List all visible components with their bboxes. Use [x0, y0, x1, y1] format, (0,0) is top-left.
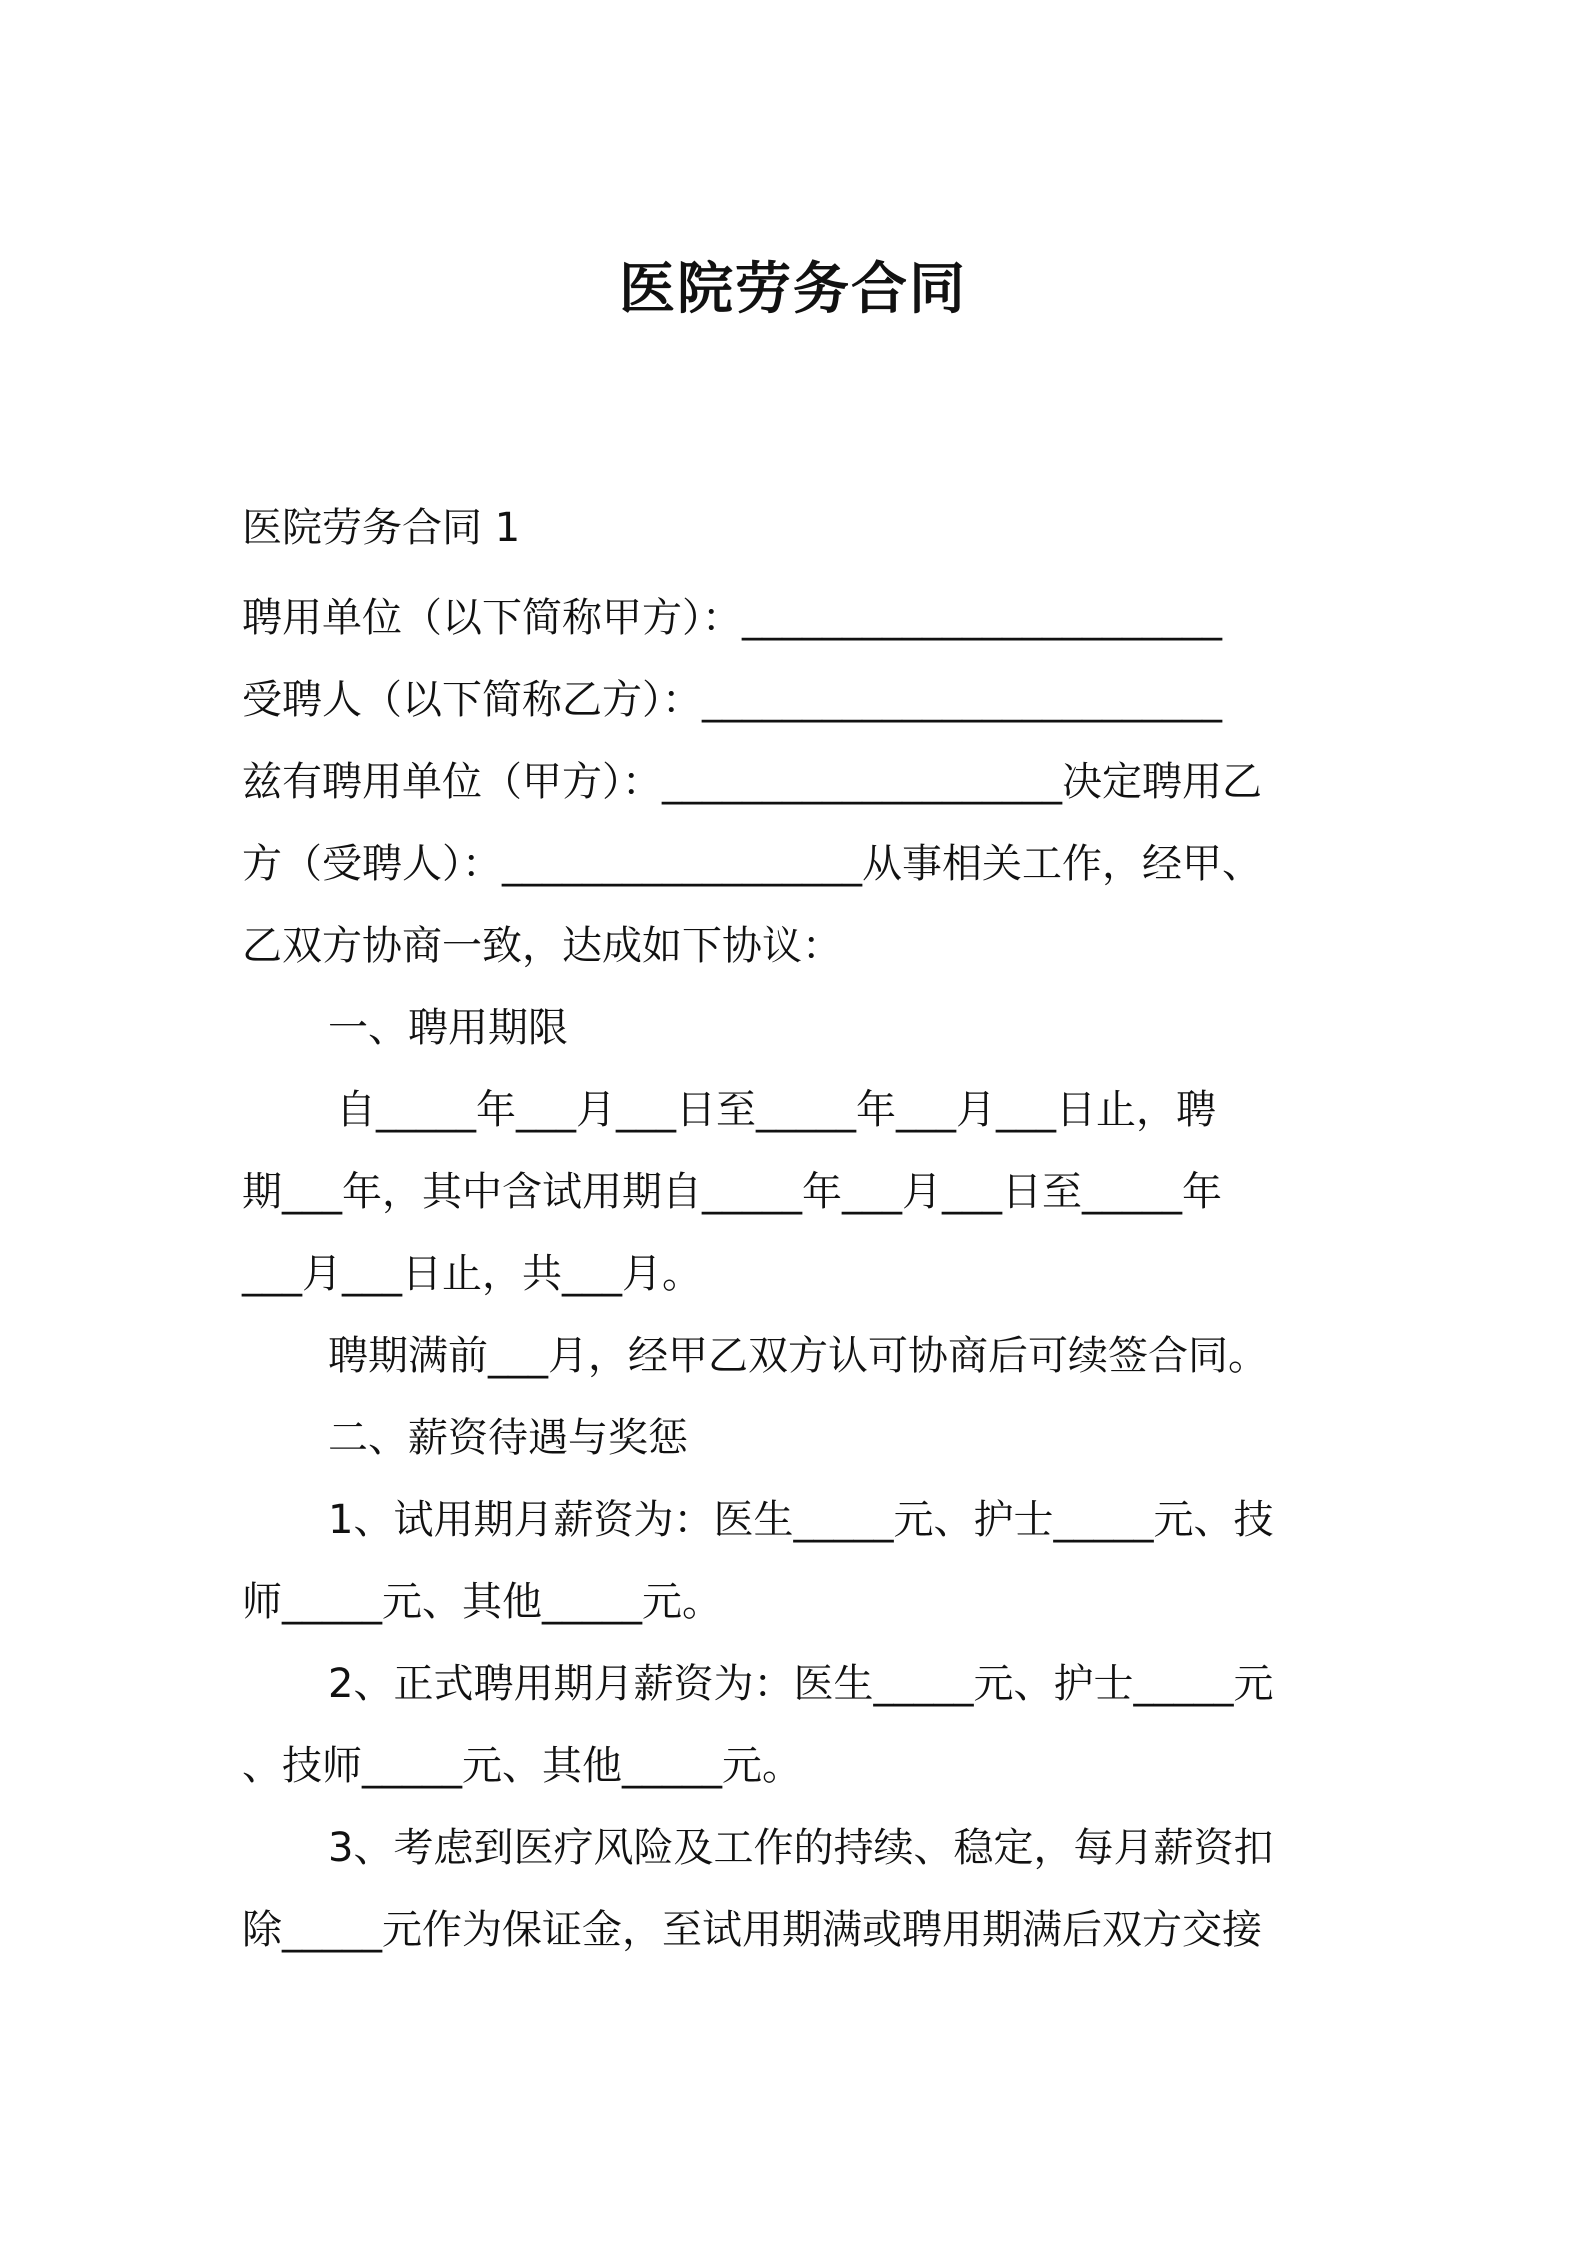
- employer-line: 聘用单位（以下简称甲方）：________________________: [242, 595, 1222, 641]
- paragraph-line: 2、正式聘用期月薪资为：医生_____元、护士_____元: [328, 1661, 1274, 1707]
- paragraph-line: 乙双方协商一致，达成如下协议：: [242, 923, 842, 969]
- paragraph-line: 兹有聘用单位（甲方）：____________________决定聘用乙: [242, 759, 1262, 805]
- section-heading: 一、聘用期限: [328, 1005, 568, 1051]
- contract-heading: 医院劳务合同 1: [242, 505, 521, 551]
- paragraph-line: 自_____年___月___日至_____年___月___日止，聘: [336, 1087, 1216, 1133]
- section-heading: 二、薪资待遇与奖惩: [328, 1415, 688, 1461]
- document-title: 医院劳务合同: [619, 257, 967, 322]
- employee-line: 受聘人（以下简称乙方）：__________________________: [242, 677, 1222, 723]
- paragraph-line: 聘期满前___月，经甲乙双方认可协商后可续签合同。: [328, 1333, 1268, 1379]
- paragraph-line: 1、试用期月薪资为：医生_____元、护士_____元、技: [328, 1497, 1274, 1543]
- paragraph-line: ___月___日止，共___月。: [242, 1251, 702, 1297]
- paragraph-line: 3、考虑到医疗风险及工作的持续、稳定，每月薪资扣: [328, 1825, 1274, 1871]
- paragraph-line: 师_____元、其他_____元。: [242, 1579, 722, 1625]
- paragraph-line: 期___年，其中含试用期自_____年___月___日至_____年: [242, 1169, 1222, 1215]
- paragraph-line: 方（受聘人）：__________________从事相关工作，经甲、: [242, 841, 1262, 887]
- paragraph-line: 、技师_____元、其他_____元。: [242, 1743, 802, 1789]
- paragraph-line: 除_____元作为保证金，至试用期满或聘用期满后双方交接: [242, 1907, 1262, 1953]
